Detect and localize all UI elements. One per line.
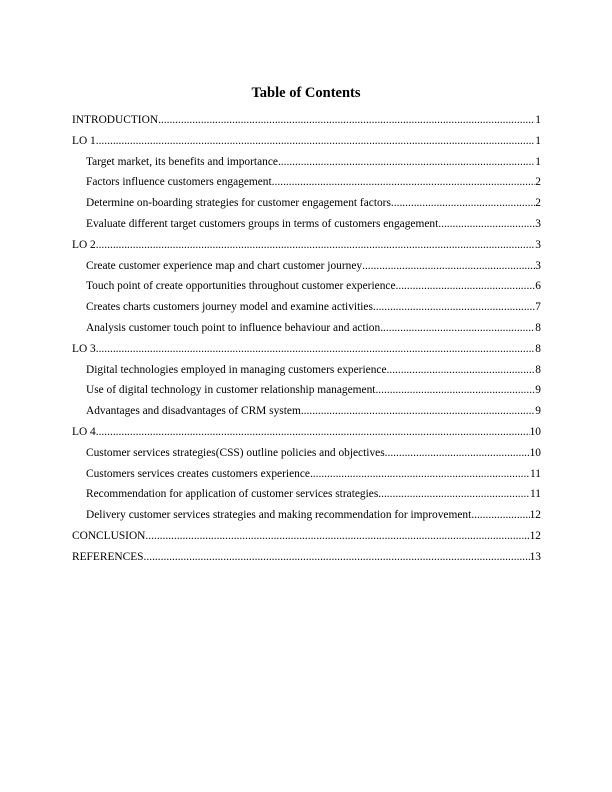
toc-dot-leader xyxy=(301,404,535,418)
toc-entry-label: LO 3 xyxy=(72,342,96,355)
toc-dot-leader xyxy=(396,279,536,293)
toc-entry-page: 12 xyxy=(529,529,541,542)
toc-entry-page: 11 xyxy=(530,467,541,480)
toc-entry-label: Analysis customer touch point to influence behaviour and action xyxy=(86,321,381,334)
toc-entry-label: Create customer experience map and chart customer journey xyxy=(86,259,363,272)
toc-dot-leader xyxy=(158,113,535,127)
toc-entry-page: 3 xyxy=(535,217,541,230)
toc-entry xyxy=(72,300,541,321)
toc-entry-page: 9 xyxy=(535,384,541,397)
toc-dot-leader xyxy=(373,300,535,314)
toc-entry-label: Creates charts customers journey model and examine activities xyxy=(86,301,373,314)
toc-entry xyxy=(72,238,541,259)
toc-entry-label: Touch point of create opportunities throughout customer experience xyxy=(86,280,396,293)
toc-entry xyxy=(72,342,541,363)
toc-entry xyxy=(72,113,541,134)
toc-dot-leader xyxy=(391,196,535,210)
toc-entry-page: 1 xyxy=(535,114,541,126)
toc-entry xyxy=(72,383,541,404)
toc-entry-page: 3 xyxy=(535,238,541,251)
toc-entry-label: Digital technologies employed in managing customers experience xyxy=(86,363,387,376)
toc-dot-leader xyxy=(145,529,529,543)
toc-entry-label: Determine on-boarding strategies for customer engagement factors xyxy=(86,197,391,210)
toc-entry-page: 10 xyxy=(529,425,541,438)
toc-entry xyxy=(72,529,541,550)
toc-entry-label: LO 2 xyxy=(72,238,96,251)
toc-entry xyxy=(72,279,541,300)
toc-entry-label: Use of digital technology in customer relationship management xyxy=(86,384,376,397)
toc-list xyxy=(72,113,541,571)
toc-entry-page: 11 xyxy=(530,488,541,501)
toc-entry-page: 9 xyxy=(535,405,541,418)
toc-dot-leader xyxy=(96,134,536,148)
toc-entry-label: LO 1 xyxy=(72,134,96,147)
toc-entry-page: 12 xyxy=(529,509,541,522)
toc-entry xyxy=(72,134,541,155)
toc-entry xyxy=(72,487,541,508)
toc-entry-label: CONCLUSION xyxy=(72,529,146,542)
toc-entry-label: LO 4 xyxy=(72,425,96,438)
toc-entry-page: 8 xyxy=(535,321,541,334)
toc-entry-label: INTRODUCTION xyxy=(72,114,159,126)
toc-entry-page: 10 xyxy=(529,446,541,459)
toc-entry-label: REFERENCES xyxy=(72,550,144,563)
toc-dot-leader xyxy=(272,175,536,189)
toc-entry-label: Customers services creates customers experience xyxy=(86,467,310,480)
toc-dot-leader xyxy=(471,508,529,522)
toc-dot-leader xyxy=(378,487,530,501)
toc-entry-label: Target market, its benefits and importance xyxy=(86,155,278,168)
toc-entry xyxy=(72,363,541,384)
toc-entry xyxy=(72,259,541,280)
toc-entry-label: Customer services strategies(CSS) outline policies and objectives xyxy=(86,446,385,459)
toc-dot-leader xyxy=(96,342,536,356)
toc-entry-page: 13 xyxy=(529,550,541,563)
toc-entry xyxy=(72,217,541,238)
toc-dot-leader xyxy=(96,238,536,252)
toc-entry-label: Factors influence customers engagement xyxy=(86,176,272,189)
toc-dot-leader xyxy=(96,425,530,439)
toc-entry xyxy=(72,467,541,488)
toc-dot-leader xyxy=(387,363,536,377)
toc-entry xyxy=(72,508,541,529)
toc-entry xyxy=(72,404,541,425)
toc-entry-label: Recommendation for application of customer services strategies xyxy=(86,488,379,501)
toc-entry-page: 3 xyxy=(535,259,541,272)
toc-entry xyxy=(72,175,541,196)
toc-dot-leader xyxy=(278,155,535,169)
toc-entry xyxy=(72,425,541,446)
toc-dot-leader xyxy=(438,217,535,231)
toc-entry-page: 1 xyxy=(535,134,541,147)
toc-entry xyxy=(72,446,541,467)
toc-dot-leader xyxy=(375,383,535,397)
toc-entry-page: 1 xyxy=(535,155,541,168)
toc-dot-leader xyxy=(362,259,535,273)
toc-entry xyxy=(72,196,541,217)
toc-entry xyxy=(72,321,541,342)
toc-entry-label: Advantages and disadvantages of CRM system xyxy=(86,405,301,418)
toc-entry-page: 2 xyxy=(535,197,541,210)
toc-entry-label: Evaluate different target customers groups in terms of customers engagement xyxy=(86,217,439,230)
toc-entry-page: 6 xyxy=(535,280,541,293)
toc-entry-page: 8 xyxy=(535,342,541,355)
toc-entry-label: Delivery customer services strategies and making recommendation for improvement xyxy=(86,509,472,522)
toc-dot-leader xyxy=(385,446,530,460)
toc-dot-leader xyxy=(310,467,530,481)
toc-entry xyxy=(72,155,541,176)
toc-entry-page: 2 xyxy=(535,176,541,189)
toc-entry-page: 8 xyxy=(535,363,541,376)
toc-dot-leader xyxy=(380,321,535,335)
toc-entry xyxy=(72,550,541,571)
toc-entry-page: 7 xyxy=(535,301,541,314)
toc-dot-leader xyxy=(144,550,530,564)
toc-title: Table of Contents xyxy=(251,85,361,101)
